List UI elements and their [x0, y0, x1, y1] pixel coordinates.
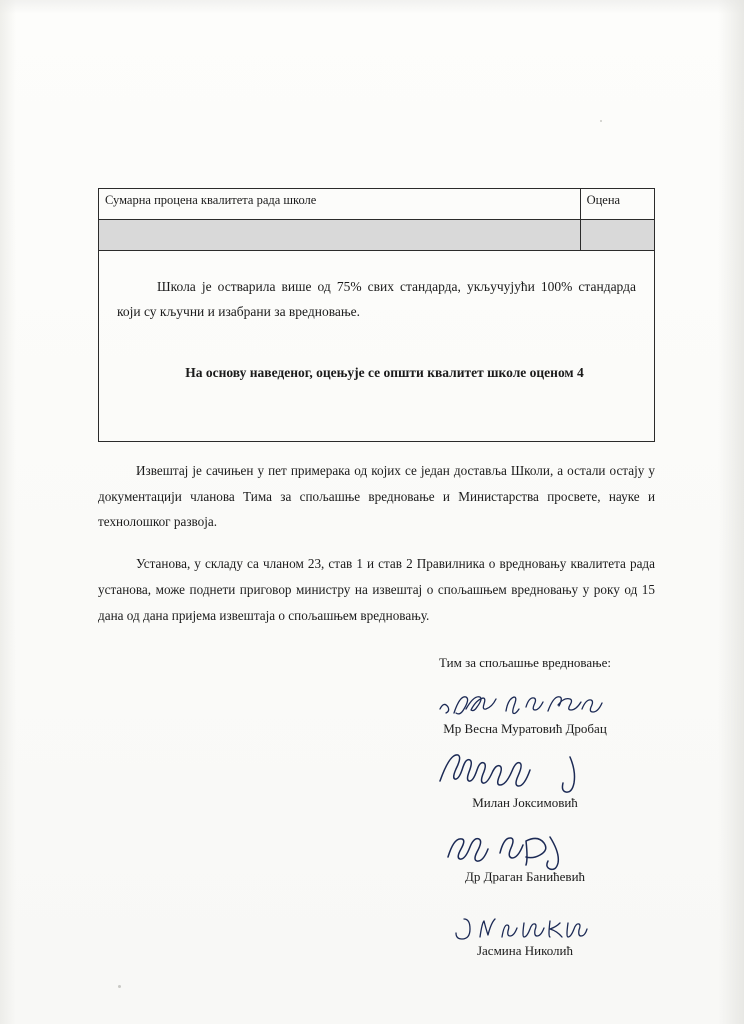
page-edge-shadow-left	[0, 0, 16, 1024]
handwritten-signature-icon	[420, 743, 630, 797]
signature-block	[380, 655, 670, 985]
signature-entry	[380, 689, 670, 737]
scan-speck	[118, 985, 121, 988]
assessment-statement: Школа је остварила више од 75% свих стандарда, укључујући 100% стандарда који су кључни и изабрани за вредновање.	[117, 279, 636, 319]
table-body-row	[99, 251, 655, 442]
summary-assessment-table	[98, 188, 655, 442]
table-shaded-cell-left	[99, 220, 581, 251]
signature-entry	[380, 837, 670, 885]
table-shaded-cell-right	[580, 220, 654, 251]
signature-block-title: Тим за спољашње вредновање:	[439, 655, 611, 670]
handwritten-signature-icon	[440, 909, 610, 945]
signer-name: Јасмина Николић	[476, 943, 574, 958]
table-shaded-row	[99, 220, 655, 251]
page-edge-shadow-top	[0, 0, 744, 14]
handwritten-signature-icon	[430, 683, 620, 723]
handwritten-signature-icon	[430, 823, 620, 871]
signer-name: Мр Весна Муратовић Дробац	[443, 721, 607, 736]
paragraph-appeal-rights: Установа, у складу са чланом 23, став 1 и став 2 Правилника о вредновању квалитета рада установа, може поднети приговор министру на извештај о спољашњем вредновању у року од 15 дана од дана пријема извештаја о спољашњем вредновању.	[98, 556, 655, 623]
table-header-label: Сумарна процена квалитета рада школе	[99, 189, 581, 220]
signer-name: Др Драган Банићевић	[464, 869, 586, 884]
assessment-conclusion: На основу наведеног, оцењује се општи квалитет школе оценом 4	[185, 364, 584, 380]
table-header-grade: Оцена	[580, 189, 654, 220]
signature-entry	[380, 911, 670, 959]
paragraph-report-copies: Извештај је сачињен у пет примерака од којих се један доставља Школи, а остали остају у документацији чланова Тима за спољашње вредновање и Министарства просвете, науке и технолошког развоја.	[98, 463, 655, 530]
page-edge-shadow-right	[718, 0, 744, 1024]
table-body-cell	[99, 251, 655, 442]
table-header-row	[99, 189, 655, 220]
scan-speck	[600, 120, 602, 122]
report-body	[98, 458, 655, 644]
signature-entry	[380, 763, 670, 811]
signer-name: Милан Јоксимовић	[472, 795, 578, 810]
